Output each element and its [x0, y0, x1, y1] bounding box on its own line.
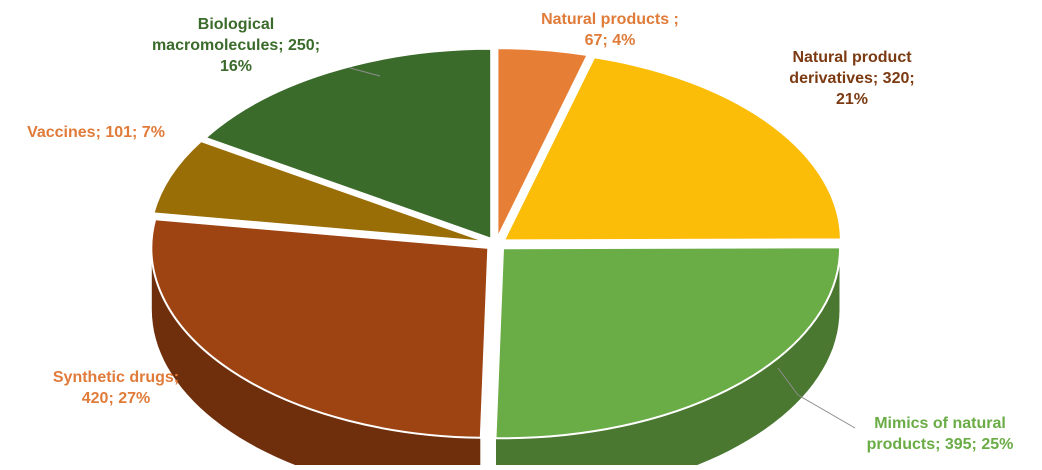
data-label-biological-macromolecules [152, 16, 320, 75]
data-label-line: Synthetic drugs; [52, 369, 180, 386]
data-label-line: 67; 4% [584, 32, 636, 49]
data-label-line: products; 395; 25% [866, 436, 1014, 453]
data-label-natural-product-derivatives [789, 49, 914, 108]
data-label-mimics-of-natural-products [867, 415, 1014, 453]
data-label-line: Mimics of natural [874, 415, 1006, 432]
data-label-synthetic-drugs [53, 369, 179, 407]
data-label-line: derivatives; 320; [789, 70, 915, 87]
data-label-line: 16% [219, 58, 253, 75]
data-label-line: macromolecules; 250; [151, 37, 321, 54]
data-label-line: 420; 27% [81, 390, 151, 407]
data-label-natural-products [541, 11, 679, 49]
data-label-line: Natural products ; [541, 11, 679, 28]
data-label-line: Natural product [792, 49, 912, 66]
data-label-line: Vaccines; 101; 7% [27, 124, 165, 141]
data-label-vaccines [27, 124, 165, 141]
pie-tops-layer [151, 48, 841, 438]
data-label-line: Biological [197, 16, 275, 33]
data-label-line: 21% [835, 91, 869, 108]
